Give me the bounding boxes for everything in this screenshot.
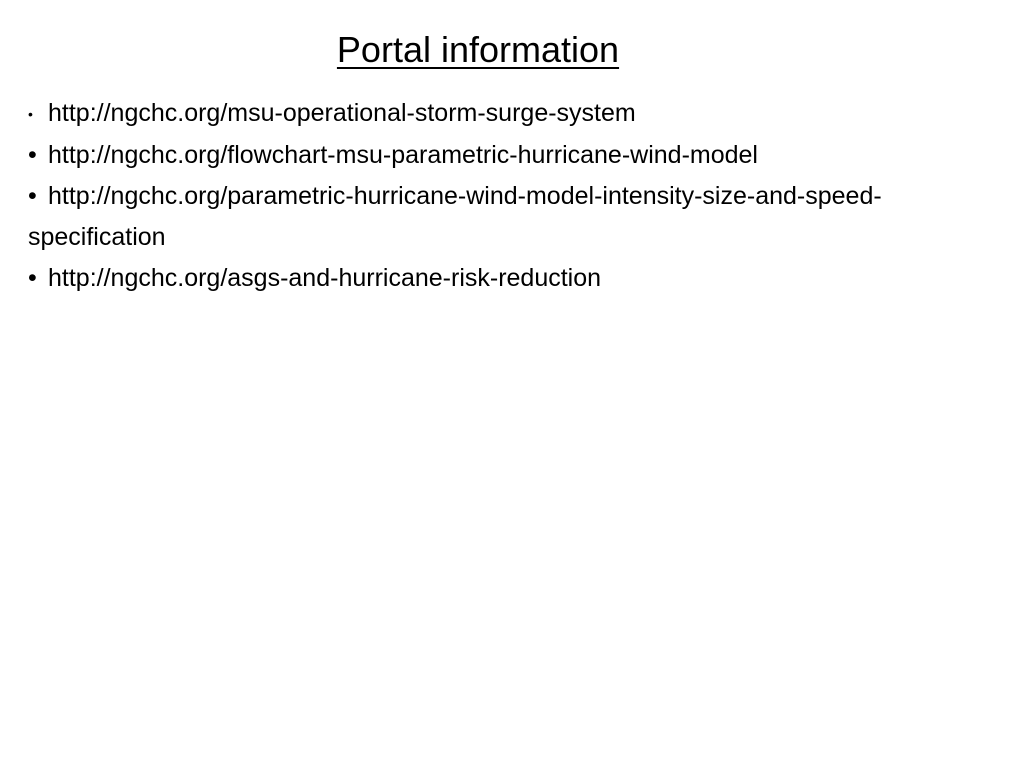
bullet-icon: •	[28, 182, 37, 210]
bullet-icon: •	[28, 141, 37, 169]
link-text[interactable]: http://ngchc.org/asgs-and-hurricane-risk-reduction	[48, 264, 602, 292]
bullet-icon: •	[28, 264, 37, 292]
link-text[interactable]: http://ngchc.org/parametric-hurricane-wind-model-intensity-size-and-speed-specification	[28, 182, 882, 251]
slide-title	[0, 28, 956, 72]
link-text[interactable]: http://ngchc.org/flowchart-msu-parametric-hurricane-wind-model	[48, 141, 758, 169]
link-text[interactable]: http://ngchc.org/msu-operational-storm-surge-system	[48, 99, 636, 127]
slide-title-text: Portal information	[336, 29, 620, 70]
bullet-icon: •	[28, 106, 33, 122]
list-item	[28, 258, 988, 299]
list-item	[28, 93, 988, 135]
list-item	[28, 135, 988, 176]
list-item	[28, 176, 988, 258]
link-list	[28, 93, 988, 299]
